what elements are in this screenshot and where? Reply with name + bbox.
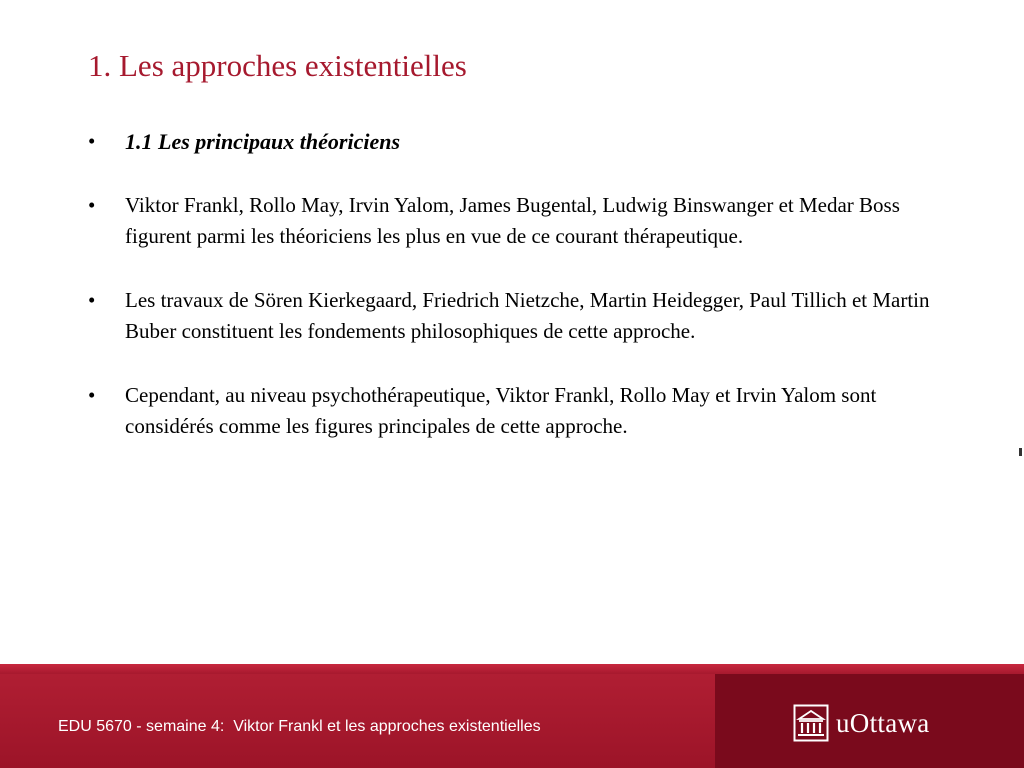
bullet-marker: • [88,383,96,407]
bullet-item [88,285,948,347]
bullet-text: Les travaux de Sören Kierkegaard, Friedrich Nietzche, Martin Heidegger, Paul Tillich et Martin Buber constituent les fondements philosophiques de cette approche. [125,288,930,343]
university-building-icon [793,704,829,742]
logo-wordmark: uOttawa [836,708,930,738]
footer-right-panel [715,674,1024,768]
bullet-item [88,190,948,252]
bullet-marker: • [88,193,96,217]
bullet-list [88,126,948,475]
footer-left-panel [0,674,715,768]
slide-title: 1. Les approches existentielles [88,48,467,83]
footer-bar [0,664,1024,768]
bullet-item-subheading [88,126,948,158]
bullet-marker: • [88,129,96,153]
edge-mark [1019,448,1022,456]
bullet-text: 1.1 Les principaux théoriciens [125,129,401,154]
bullet-marker: • [88,288,96,312]
footer-divider [0,664,1024,674]
footer-course-text: EDU 5670 - semaine 4: Viktor Frankl et les approches existentielles [58,718,541,735]
bullet-item [88,380,948,442]
bullet-text: Cependant, au niveau psychothérapeutique, Viktor Frankl, Rollo May et Irvin Yalom sont considérés comme les figures principales de cette approche. [125,383,877,438]
bullet-text: Viktor Frankl, Rollo May, Irvin Yalom, James Bugental, Ludwig Binswanger et Medar Boss figurent parmi les théoriciens les plus en vue de ce courant thérapeutique. [125,193,900,248]
uottawa-logo [793,704,930,742]
